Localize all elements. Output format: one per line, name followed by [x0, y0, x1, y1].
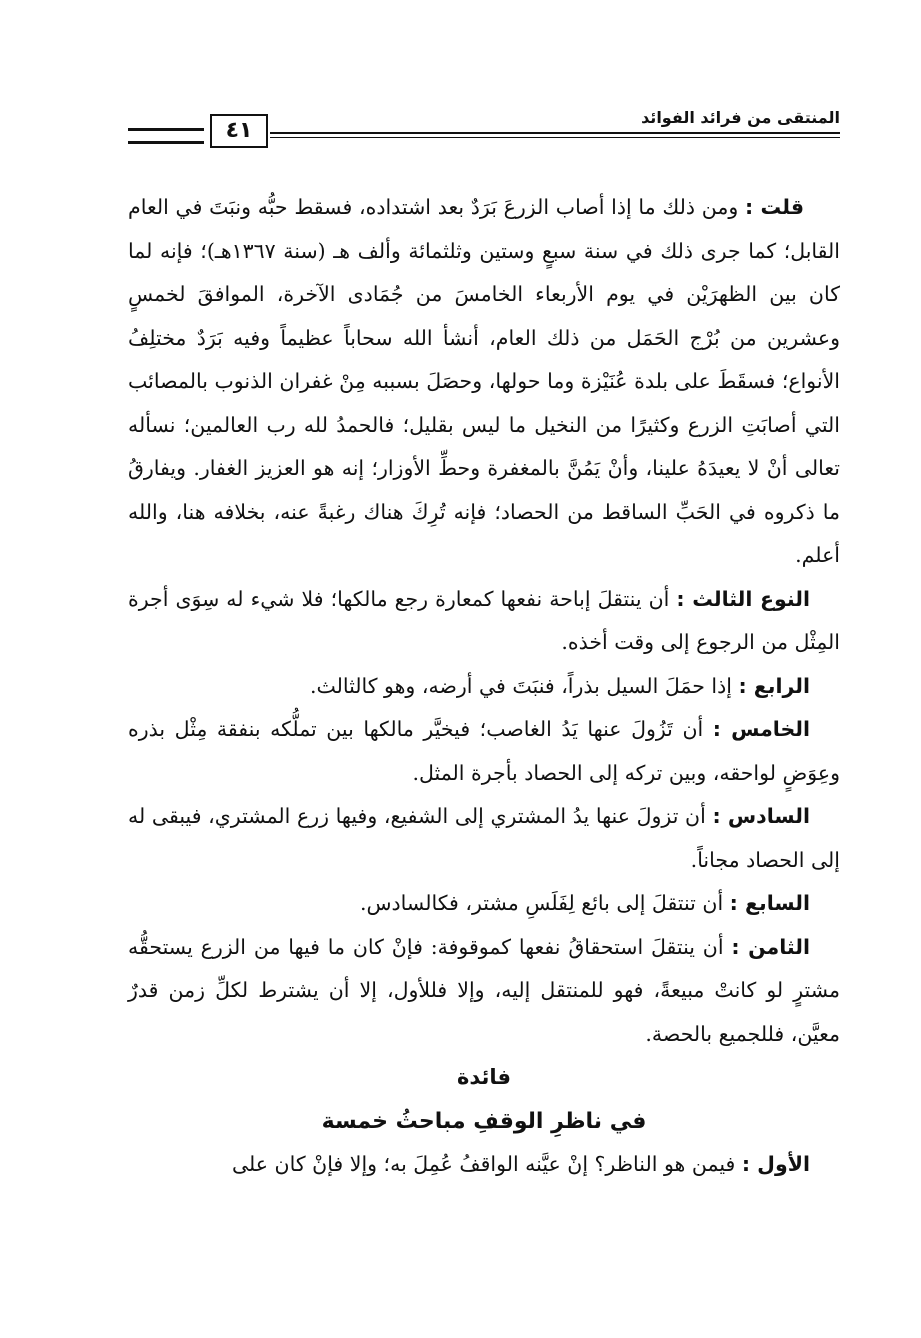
paragraph-type-3: [128, 578, 840, 665]
page-number: ٤١: [210, 114, 268, 148]
paragraph-lead: الخامس :: [712, 717, 810, 741]
section-title: فائدة: [456, 1065, 512, 1089]
page-header: [128, 98, 840, 148]
paragraph-body: أن تزولَ عنها يدُ المشتري إلى الشفيع، وفيها زرع المشتري، فيبقى له إلى الحصاد مجاناً.: [128, 804, 840, 872]
paragraph-lead: النوع الثالث :: [676, 586, 810, 611]
paragraph-lead: الأول :: [741, 1152, 810, 1176]
running-title: المنتقى من فرائد الفوائد: [641, 108, 840, 127]
paragraph-type-7: [128, 882, 840, 926]
paragraph-body: ومن ذلك ما إذا أصاب الزرعَ بَرَدٌ بعد اشتداده، فسقط حبُّه ونبَتَ في العام القابل؛ كما جرى ذلك في سنة سبعٍ وستين وثلثمائة وألف هـ (سنة ١٣٦٧هـ)؛ فإنه لما كان بين الظهرَيْن في يوم الأربعاء الخامسَ من جُمَادى الآخرة، الموافقَ لخمسٍ وعشرين من بُرْج الحَمَل من ذلك العام، أنشأ الله سحاباً عظيماً وفيه بَرَدٌ مختلِفُ الأنواع؛ فسقَطَ على بلدة عُنَيْزة وما حولها، وحصَلَ بسببه مِنْ غفران الذنوب بالمصائب التي أصابَتِ الزرع وكثيرًا من النخيل ما ليس بقليل؛ فالحمدُ لله رب العالمين؛ نسأله تعالى أنْ لا يعيدَهُ علينا، وأنْ يَمُنَّ بالمغفرة وحطِّ الأوزار؛ إنه هو العزيز الغفار. ويفارقُ ما ذكروه في الحَبِّ الساقط من الحصاد؛ فإنه تُرِكَ هناك رغبةً عنه، بخلافه هنا، والله أعلم.: [128, 195, 840, 567]
paragraph-lead: الثامن :: [731, 934, 810, 959]
paragraph-body: إذا حمَلَ السيل بذراً، فنبَتَ في أرضه، وهو كالثالث.: [309, 673, 739, 698]
paragraph-lead: قلت :: [744, 195, 804, 219]
header-rule-right: [270, 132, 840, 138]
paragraph-lead: السادس :: [712, 804, 810, 828]
paragraph-type-6: [128, 795, 840, 882]
paragraph-type-4: [128, 665, 840, 709]
paragraph-qultu: [128, 186, 840, 578]
paragraph-body: أن تنتقلَ إلى بائع لِفَلَسِ مشتر، فكالسادس.: [360, 891, 730, 915]
paragraph-first-topic: [128, 1143, 840, 1187]
paragraph-body: فيمن هو الناظر؟ إنْ عيَّنه الواقفُ عُمِلَ به؛ وإلا فإنْ كان على: [231, 1152, 742, 1176]
header-rule-left: [128, 128, 204, 144]
paragraph-lead: السابع :: [729, 891, 810, 915]
paragraph-body: أن ينتقلَ استحقاقُ نفعها كموقوفة: فإنْ كان ما فيها من الزرع يستحقُّه مشترٍ لو كانتْ مبيعةً، فهو للمنتقل إليه، وإلا فللأول، إلا أن يشترط لكلِّ زمن قدرٌ معيَّن، فللجميع بالحصة.: [128, 934, 840, 1046]
paragraph-body: أن تَزُولَ عنها يَدُ الغاصب؛ فيخيَّر مالكها بين تملُّكه بنفقة مِثْل بذره وعِوَضٍ لواحقه، وبين تركه إلى الحصاد بأجرة المثل.: [128, 717, 840, 785]
body-text: [128, 186, 840, 1187]
paragraph-type-5: [128, 708, 840, 795]
section-subtitle: في ناظرِ الوقفِ مباحثُ خمسة: [321, 1108, 647, 1134]
paragraph-type-8: [128, 926, 840, 1057]
paragraph-lead: الرابع :: [738, 673, 810, 698]
paragraph-body: أن ينتقلَ إباحة نفعها كمعارة رجع مالكها؛ فلا شيء له سِوَى أجرة المِثْل من الرجوع إلى وقت أخذه.: [128, 586, 840, 654]
